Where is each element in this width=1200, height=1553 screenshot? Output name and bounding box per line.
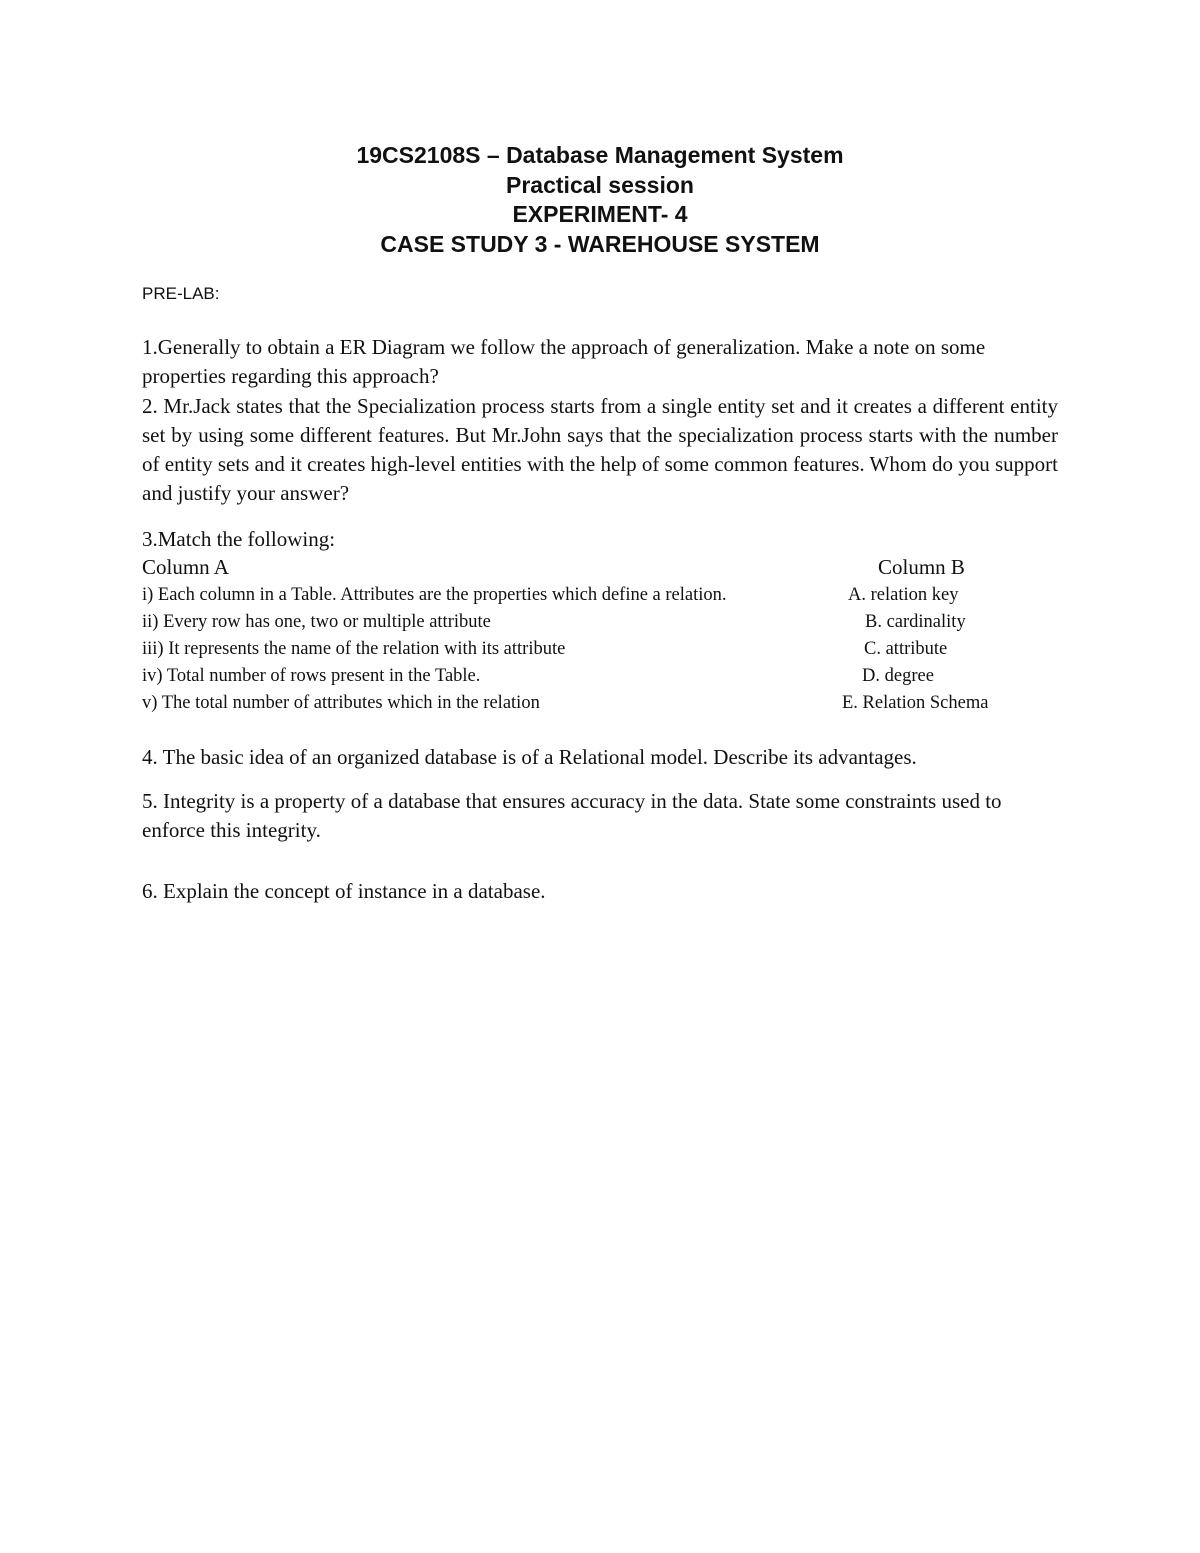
prelab-label: PRE-LAB: [142, 284, 220, 303]
question-4: 4. The basic idea of an organized database is of a Relational model. Describe its advantages. [142, 745, 917, 769]
match-row-b: E. Relation Schema [842, 693, 989, 713]
match-row [142, 690, 1022, 717]
match-row-a: iii) It represents the name of the relation with its attribute [142, 639, 566, 659]
match-row [142, 582, 1022, 609]
question-5: 5. Integrity is a property of a database that ensures accuracy in the data. State some constraints used to enforce this integrity. [142, 789, 1002, 842]
question-3: 3.Match the following: [142, 527, 336, 551]
case-study-title: CASE STUDY 3 - WAREHOUSE SYSTEM [380, 230, 820, 257]
column-b-header: Column B [878, 555, 965, 579]
session-title: Practical session [506, 171, 694, 198]
question-6: 6. Explain the concept of instance in a database. [142, 879, 546, 903]
match-row-a: i) Each column in a Table. Attributes are the properties which define a relation. [142, 585, 727, 605]
match-row-a: ii) Every row has one, two or multiple attribute [142, 612, 491, 632]
match-row [142, 636, 1022, 663]
match-row [142, 663, 1022, 690]
match-row-b: A. relation key [848, 585, 959, 605]
document-header [0, 141, 1200, 259]
question-1: 1.Generally to obtain a ER Diagram we follow the approach of generalization. Make a note on some properties regarding this approach? [142, 335, 986, 388]
match-table-header [142, 553, 1022, 582]
match-row-b: B. cardinality [865, 612, 966, 632]
experiment-title: EXPERIMENT- 4 [512, 201, 688, 227]
course-title: 19CS2108S – Database Management System [356, 142, 844, 168]
match-row-a: iv) Total number of rows present in the Table. [142, 666, 481, 686]
question-2: 2. Mr.Jack states that the Specialization process starts from a single entity set and it creates a different entity set by using some different features. But Mr.John says that the specialization process starts with the number of entity sets and it creates high-level entities with the help of some common features. Whom do you support and justify your answer? [142, 394, 1058, 505]
match-row-a: v) The total number of attributes which in the relation [142, 693, 540, 713]
match-row-b: C. attribute [864, 639, 948, 659]
column-a-header: Column A [142, 555, 229, 579]
match-row-b: D. degree [862, 666, 934, 686]
match-table [142, 553, 1022, 717]
match-row [142, 609, 1022, 636]
